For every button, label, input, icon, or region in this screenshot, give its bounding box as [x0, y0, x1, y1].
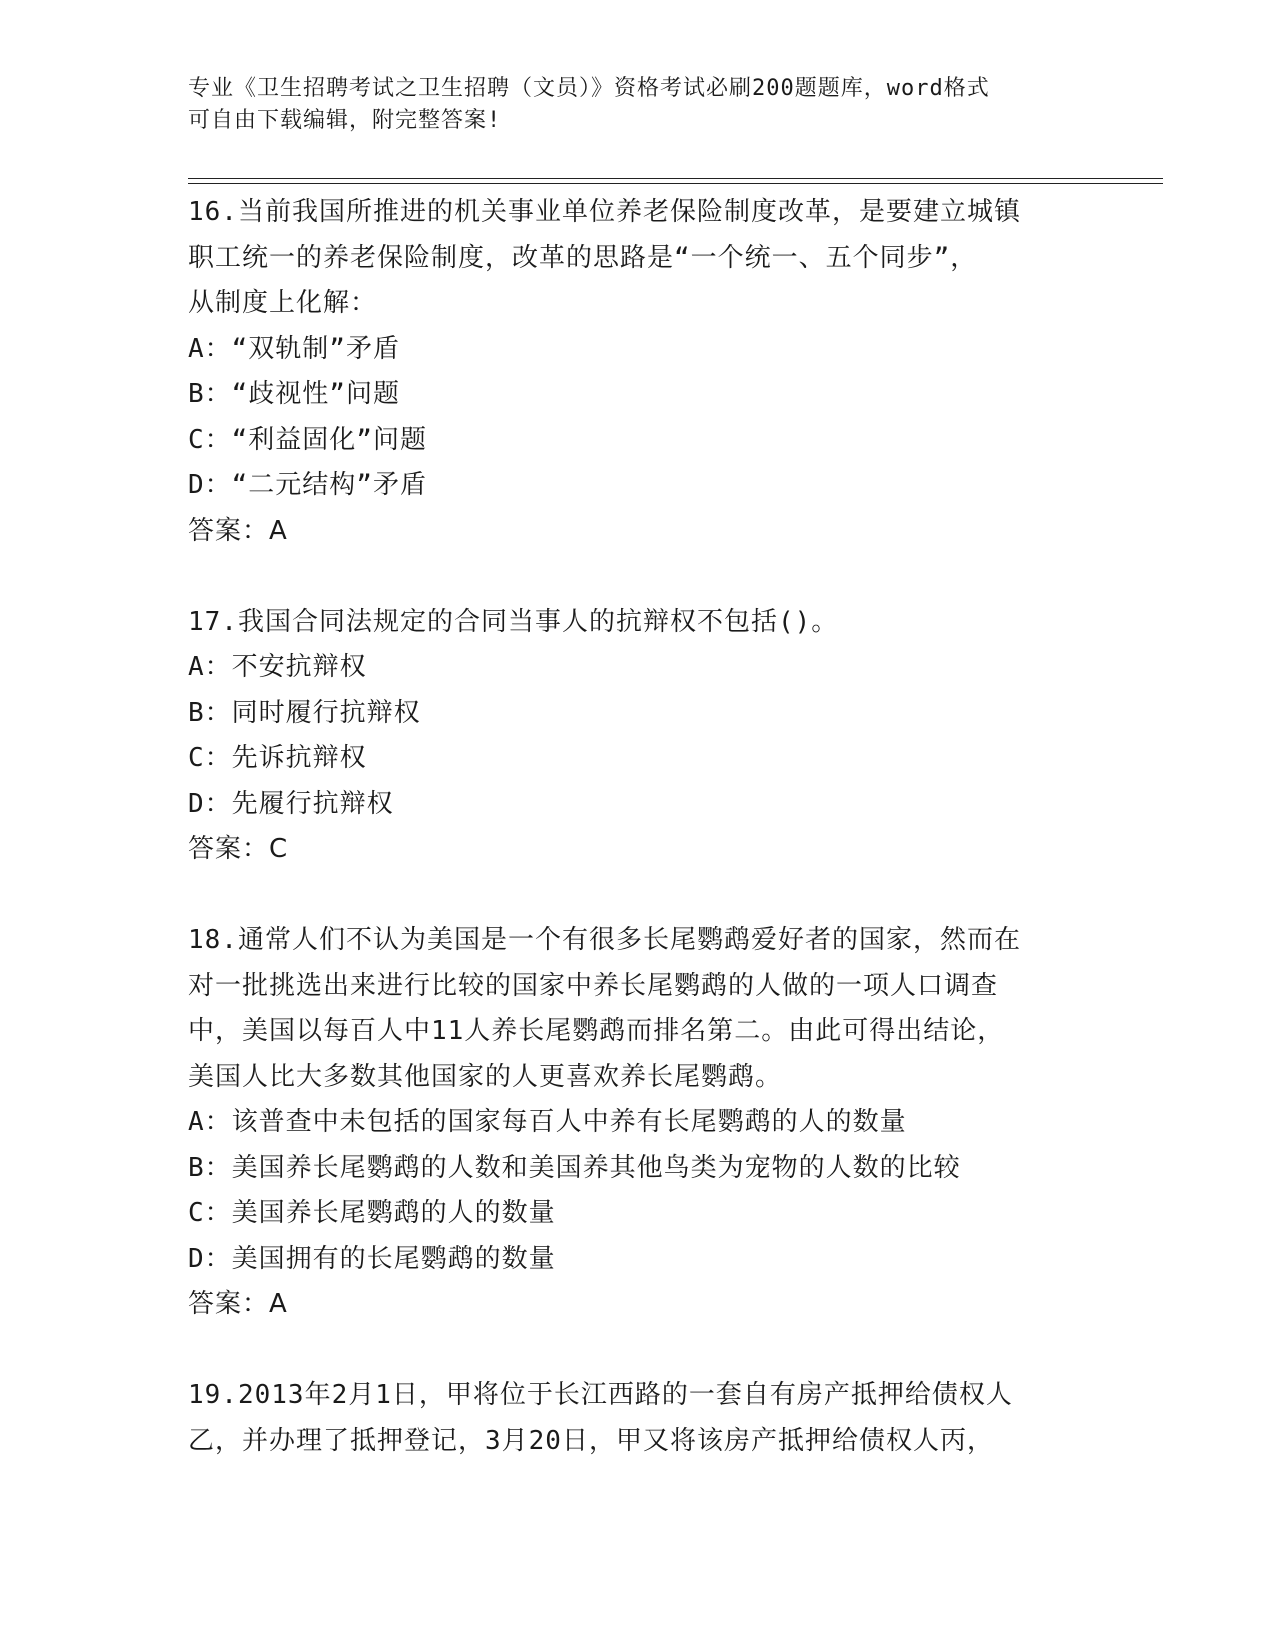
option-d: D：美国拥有的长尾鹦鹉的数量 — [188, 1243, 556, 1274]
question-18 — [188, 918, 1088, 1328]
answer: 答案：A — [188, 515, 288, 546]
question-19 — [188, 1373, 1088, 1464]
option-c: C：美国养长尾鹦鹉的人的数量 — [188, 1198, 556, 1228]
option-b: B：美国养长尾鹦鹉的人数和美国养其他鸟类为宠物的人数的比较 — [188, 1152, 961, 1183]
header-divider-bottom — [188, 183, 1163, 184]
option-a: A：“双轨制”矛盾 — [188, 333, 400, 364]
option-c: C：“利益固化”问题 — [188, 424, 427, 455]
option-d: D：先履行抗辩权 — [188, 788, 394, 819]
option-b: B：“歧视性”问题 — [188, 379, 400, 409]
header-divider-top — [188, 178, 1163, 179]
question-stem-line: 对一批挑选出来进行比较的国家中养长尾鹦鹉的人做的一项人口调查 — [188, 970, 999, 1001]
question-stem-line: 17.我国合同法规定的合同当事人的抗辩权不包括()。 — [188, 606, 839, 637]
question-stem-line: 从制度上化解： — [188, 288, 378, 318]
document-header — [188, 73, 1068, 137]
header-line-2: 可自由下载编辑，附完整答案! — [188, 108, 502, 133]
option-d: D：“二元结构”矛盾 — [188, 470, 427, 500]
question-stem-line: 中，美国以每百人中11人养长尾鹦鹉而排名第二。由此可得出结论， — [188, 1016, 1005, 1046]
question-stem-line: 乙，并办理了抵押登记，3月20日，甲又将该房产抵押给债权人丙， — [188, 1425, 994, 1456]
option-b: B：同时履行抗辩权 — [188, 697, 421, 728]
question-stem-line: 19.2013年2月1日，甲将位于长江西路的一套自有房产抵押给债权人 — [188, 1380, 1013, 1410]
question-stem-line: 18.通常人们不认为美国是一个有很多长尾鹦鹉爱好者的国家，然而在 — [188, 925, 1021, 955]
answer: 答案：C — [188, 834, 289, 864]
option-c: C：先诉抗辩权 — [188, 743, 367, 773]
header-line-1: 专业《卫生招聘考试之卫生招聘（文员）》资格考试必刷200题题库，word格式 — [188, 76, 990, 101]
spacer — [188, 554, 1088, 600]
question-stem-line: 16.当前我国所推进的机关事业单位养老保险制度改革，是要建立城镇 — [188, 197, 1021, 227]
option-a: A：该普查中未包括的国家每百人中养有长尾鹦鹉的人的数量 — [188, 1107, 907, 1137]
question-stem-line: 美国人比大多数其他国家的人更喜欢养长尾鹦鹉。 — [188, 1061, 783, 1092]
question-stem-line: 职工统一的养老保险制度，改革的思路是“一个统一、五个同步”， — [188, 242, 978, 273]
question-16 — [188, 190, 1088, 554]
option-a: A：不安抗辩权 — [188, 652, 367, 682]
answer: 答案：A — [188, 1289, 288, 1319]
question-list — [188, 190, 1088, 1464]
spacer — [188, 1328, 1088, 1374]
spacer — [188, 873, 1088, 919]
question-17 — [188, 600, 1088, 873]
